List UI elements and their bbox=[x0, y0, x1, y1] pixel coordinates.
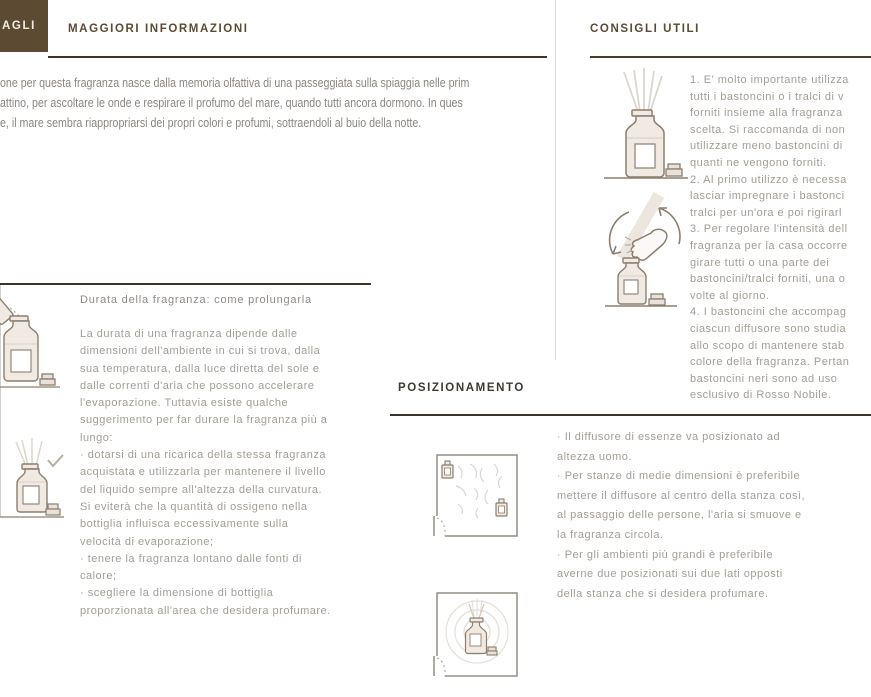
room-two-diffusers-diagram bbox=[432, 452, 520, 538]
bottle-sticks-check-icon bbox=[0, 438, 72, 522]
column-divider bbox=[555, 0, 556, 360]
intro-paragraph-lines: one per questa fragranza nasce dalla memoria olfattiva di una passeggiata sulla spiaggia nelle prim attino, per ascoltare le onde e respirare il profumo del mare, quando tutti ancora dormono. In ques e, il mare sembra riappropriarsi dei propri colori e profumi, sottraendoli al buio della notte. bbox=[0, 75, 470, 130]
durata-section-topline bbox=[0, 283, 371, 285]
tips-list: 1. E' molto importante utilizza tutti i bastoncini o i tralci di v forniti insieme alla fragranza scelta. Si raccomanda di non utilizzare meno bastoncini di quanti ne vengono forniti. 2. Al primo utilizzo è necessa lasciar impregnare i bastonci tralci per un'ora e poi rigirarl 3. Per regolare l'intensità dell fragranza per la casa occorre girare tutti o una parte dei bastoncini/tralci forniti, una o volte al giorno. 4. I bastoncini che accompag ciascun diffusore sono studia allo scopo di mantenere stab colore della fragranza. Pertan bastoncini neri sono ad uso esclusivo di Rosso Nobile. bbox=[690, 74, 850, 402]
tab-dettagli-label: AGLI bbox=[2, 20, 36, 32]
tabbar-underline bbox=[48, 56, 547, 58]
positioning-text: · Il diffusore di essenze va posizionato ad altezza uomo. · Per stanze di medie dimensioni è preferibile mettere il diffusore al centro della stanza così, al passaggio delle persone, l'aria si smuove e la fragranza circola. · Per gli ambienti più grandi è preferibile averne due posizionati sui due lati opposti della stanza che si desidera profumare. bbox=[557, 431, 806, 600]
durata-text: La durata di una fragranza dipende dalle dimensioni dell'ambiente in cui si trova, dalla sua temperatura, dalla luce diretta del sole e dalle correnti d'aria che possono accelerare l'evaporazione. Tuttavia esiste qualche suggerimento per far durare la fragranza più a lungo: · dotarsi di una ricarica della stessa fragranza acquistata e utilizzarla per mantenere il livello del liquido sempre all'altezza della curvatura. Si eviterà che la quantità di ossigeno nella bottiglia influisca eccessivamente sulla velocità di evaporazione; · tenere la fragranza lontano dalle fonti di calore; · scegliere la dimensione di bottiglia proporzionata all'area che desidera profumare. bbox=[80, 328, 331, 617]
refill-pour-icon bbox=[0, 292, 74, 402]
durata-title: Durata della fragranza: come prolungarla bbox=[80, 294, 312, 306]
rotate-sticks-hand-icon bbox=[593, 192, 693, 314]
posizionamento-title: POSIZIONAMENTO bbox=[398, 382, 525, 394]
room-center-diffuser-diagram bbox=[432, 590, 520, 678]
consigli-utili-title: CONSIGLI UTILI bbox=[590, 23, 700, 35]
intro-paragraph bbox=[0, 73, 549, 137]
tab-dettagli[interactable] bbox=[0, 0, 48, 52]
diffuser-bottle-icon bbox=[598, 66, 693, 186]
tab-maggiori-informazioni[interactable]: MAGGIORI INFORMAZIONI bbox=[68, 23, 249, 35]
posizionamento-underline bbox=[390, 414, 871, 416]
consigli-utili-underline bbox=[590, 56, 871, 58]
